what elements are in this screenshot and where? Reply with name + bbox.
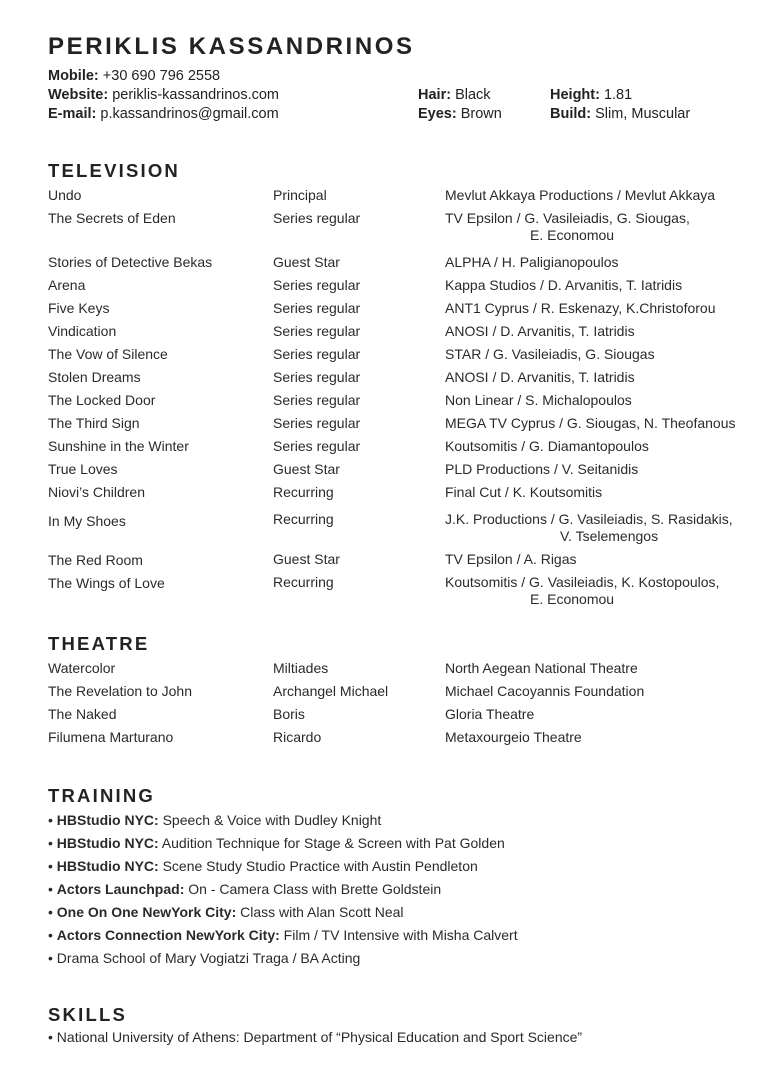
appearance-info-right: Height: 1.81 Build: Slim, Muscular: [550, 87, 691, 122]
contact-info: Mobile: +30 690 796 2558 Website: periklis-kassandrinos.com E-mail: p.kassandrinos@gmail.com: [48, 68, 280, 122]
tv-credit: J.K. Productions / G. Vasileiadis, S. Rasidakis,: [445, 511, 733, 527]
tv-title: Stories of Detective Bekas: [48, 254, 213, 270]
tv-role: Recurring: [273, 574, 334, 590]
tv-title: The Wings of Love: [48, 575, 165, 591]
tv-title: The Secrets of Eden: [48, 210, 176, 226]
theatre-heading: THEATRE: [48, 633, 150, 654]
tv-role: Series regular: [273, 210, 361, 226]
tv-credit: PLD Productions / V. Seitanidis: [445, 461, 639, 477]
tv-credit: ALPHA / H. Paligianopoulos: [445, 254, 619, 270]
play-title: The Naked: [48, 706, 117, 722]
tv-role: Series regular: [273, 438, 361, 454]
training-item: • One On One NewYork City: Class with Alan Scott Neal: [48, 904, 404, 920]
tv-title: Niovi’s Children: [48, 484, 146, 500]
tv-title: In My Shoes: [48, 513, 126, 529]
height-value: 1.81: [603, 87, 633, 103]
tv-role: Recurring: [273, 484, 334, 500]
tv-title: The Third Sign: [48, 415, 140, 431]
tv-title: The Locked Door: [48, 392, 156, 408]
actor-name: PERIKLIS KASSANDRINOS: [48, 33, 415, 60]
tv-role: Guest Star: [273, 254, 340, 270]
tv-role: Series regular: [273, 300, 361, 316]
tv-credit-continued: E. Economou: [530, 591, 615, 607]
tv-title: True Loves: [48, 461, 118, 477]
tv-role: Series regular: [273, 392, 361, 408]
tv-title: Sunshine in the Winter: [48, 438, 189, 454]
tv-credit: Mevlut Akkaya Productions / Mevlut Akkaya: [445, 187, 716, 203]
website: periklis-kassandrinos.com: [112, 87, 280, 103]
play-venue: North Aegean National Theatre: [445, 660, 638, 676]
eyes-value: Brown: [460, 106, 502, 122]
tv-title: Undo: [48, 187, 82, 203]
play-role: Miltiades: [273, 660, 329, 676]
tv-credit: ANOSI / D. Arvanitis, T. Iatridis: [445, 323, 635, 339]
play-role: Ricardo: [273, 729, 322, 745]
play-title: Watercolor: [48, 660, 116, 676]
training-item: • HBStudio NYC: Audition Technique for Stage & Screen with Pat Golden: [48, 835, 505, 851]
tv-role: Guest Star: [273, 551, 340, 567]
tv-credit-continued: V. Tselemengos: [560, 528, 659, 544]
play-venue: Michael Cacoyannis Foundation: [445, 683, 645, 699]
play-title: The Revelation to John: [48, 683, 192, 699]
tv-credit: ANT1 Cyprus / R. Eskenazy, K.Christoforou: [445, 300, 716, 316]
tv-credit: MEGA TV Cyprus / G. Siougas, N. Theofanous: [445, 415, 736, 431]
tv-credit: Koutsomitis / G. Vasileiadis, K. Kostopoulos,: [445, 574, 720, 590]
tv-role: Series regular: [273, 323, 361, 339]
tv-role: Series regular: [273, 277, 361, 293]
tv-role: Series regular: [273, 415, 361, 431]
tv-credit: Koutsomitis / G. Diamantopoulos: [445, 438, 649, 454]
tv-role: Recurring: [273, 511, 334, 527]
tv-role: Series regular: [273, 369, 361, 385]
tv-credit: Kappa Studios / D. Arvanitis, T. Iatridis: [445, 277, 683, 293]
tv-credit: TV Epsilon / G. Vasileiadis, G. Siougas,: [445, 210, 690, 226]
training-item: • Drama School of Mary Vogiatzi Traga / BA Acting: [48, 950, 361, 966]
tv-credit-continued: E. Economou: [530, 227, 615, 243]
tv-title: The Vow of Silence: [48, 346, 168, 362]
tv-role: Guest Star: [273, 461, 340, 477]
build-value: Slim, Muscular: [595, 106, 691, 122]
training-item: • HBStudio NYC: Speech & Voice with Dudley Knight: [48, 812, 382, 828]
tv-role: Series regular: [273, 346, 361, 362]
tv-title: Arena: [48, 277, 86, 293]
tv-credit: Non Linear / S. Michalopoulos: [445, 392, 632, 408]
play-role: Archangel Michael: [273, 683, 389, 699]
training-item: • Actors Connection NewYork City: Film / TV Intensive with Misha Calvert: [48, 927, 518, 943]
training-item: • HBStudio NYC: Scene Study Studio Practice with Austin Pendleton: [48, 858, 478, 874]
skills-item: • National University of Athens: Department of “Physical Education and Sport Science”: [48, 1029, 583, 1045]
skills-heading: SKILLS: [48, 1004, 127, 1025]
television-heading: TELEVISION: [48, 160, 180, 181]
email: p.kassandrinos@gmail.com: [100, 106, 279, 122]
hair-value: Black: [455, 87, 491, 103]
play-title: Filumena Marturano: [48, 729, 174, 745]
tv-credit: ANOSI / D. Arvanitis, T. Iatridis: [445, 369, 635, 385]
training-heading: TRAINING: [48, 785, 156, 806]
training-item: • Actors Launchpad: On - Camera Class with Brette Goldstein: [48, 881, 442, 897]
tv-title: The Red Room: [48, 552, 143, 568]
play-venue: Metaxourgeio Theatre: [445, 729, 582, 745]
tv-credit: TV Epsilon / A. Rigas: [445, 551, 577, 567]
play-role: Boris: [273, 706, 305, 722]
tv-title: Vindication: [48, 323, 117, 339]
mobile-number: +30 690 796 2558: [102, 68, 221, 84]
appearance-info-left: Hair: Black Eyes: Brown: [418, 87, 502, 122]
play-venue: Gloria Theatre: [445, 706, 535, 722]
tv-title: Stolen Dreams: [48, 369, 141, 385]
tv-credit: Final Cut / K. Koutsomitis: [445, 484, 603, 500]
tv-title: Five Keys: [48, 300, 110, 316]
tv-role: Principal: [273, 187, 327, 203]
tv-credit: STAR / G. Vasileiadis, G. Siougas: [445, 346, 655, 362]
